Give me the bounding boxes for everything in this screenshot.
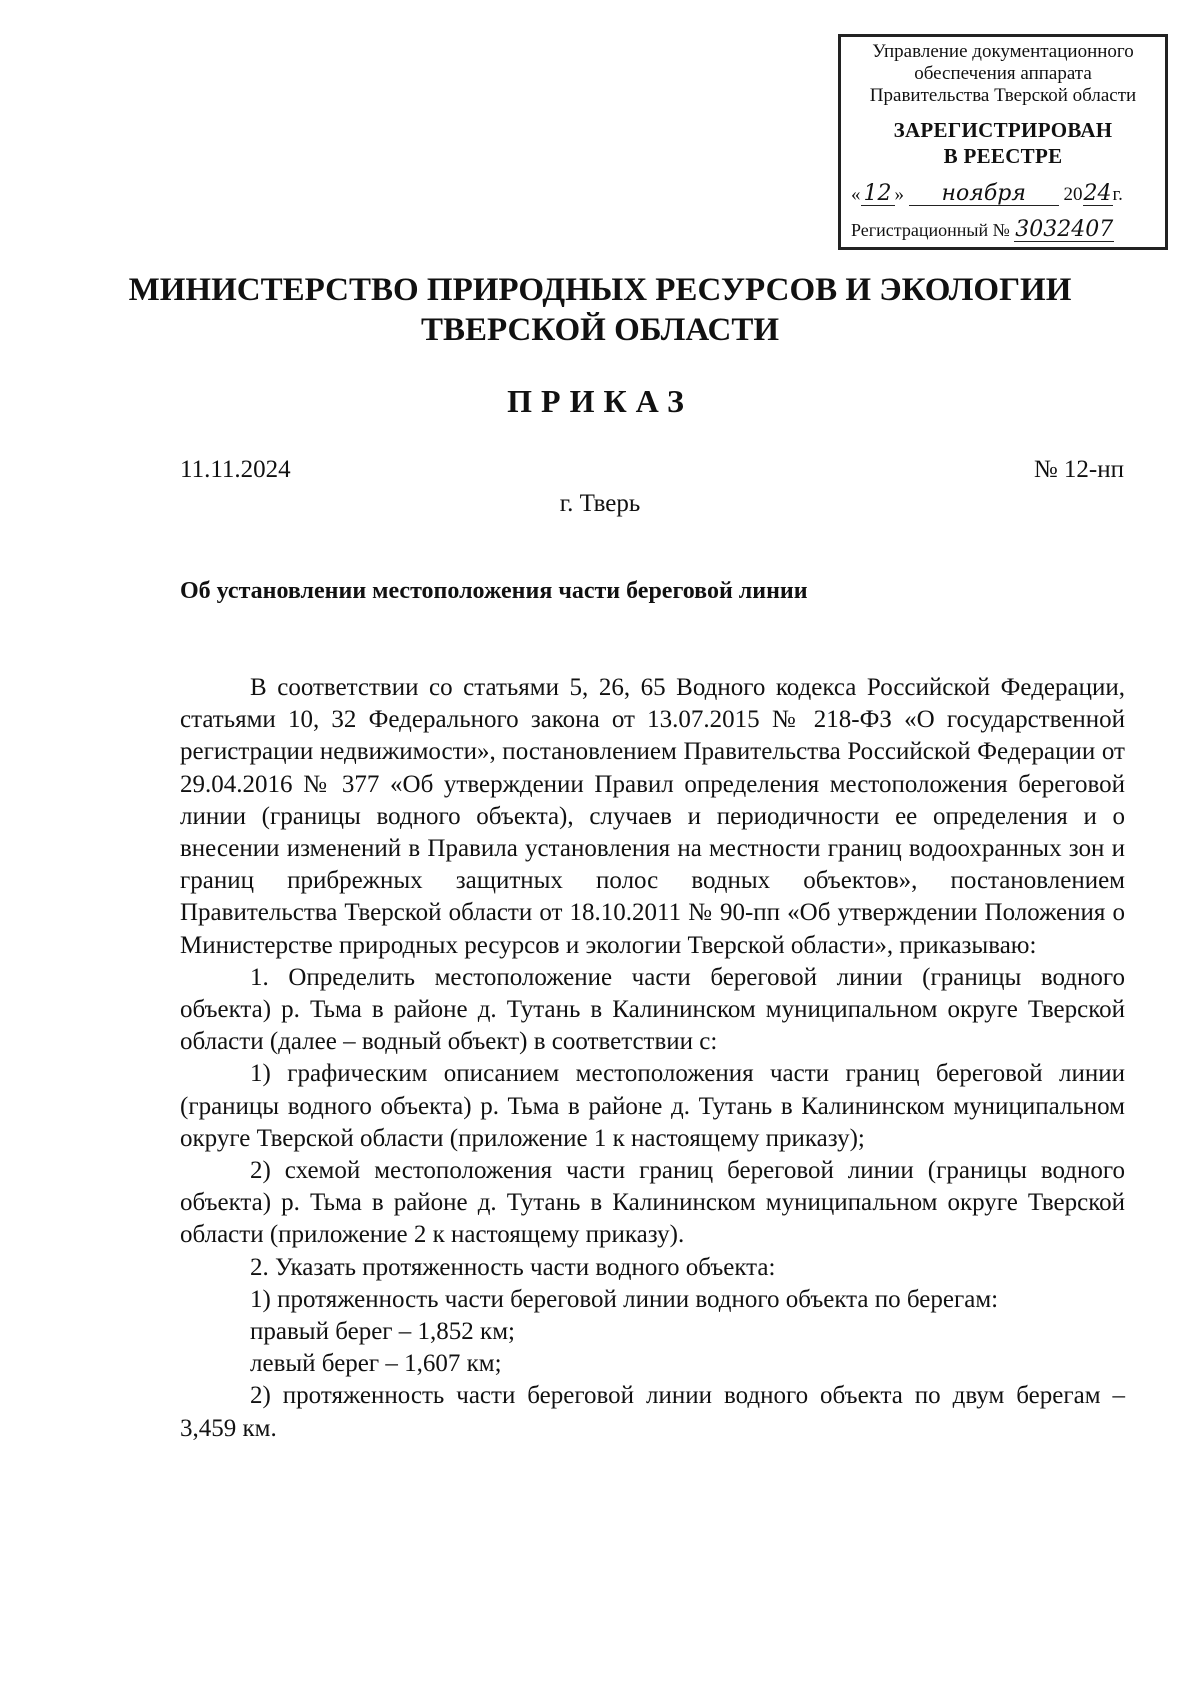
stamp-department bbox=[841, 41, 1165, 107]
stamp-reg-number: 3032407 bbox=[1015, 217, 1114, 242]
stamp-status-line: ЗАРЕГИСТРИРОВАН bbox=[893, 118, 1113, 142]
stamp-month: ноября bbox=[909, 183, 1059, 206]
stamp-date-row bbox=[851, 183, 1159, 206]
stamp-year-prefix: 20 bbox=[1063, 184, 1083, 205]
ministry-line: МИНИСТЕРСТВО ПРИРОДНЫХ РЕСУРСОВ И ЭКОЛОГИИ bbox=[128, 272, 1072, 308]
body-paragraph: 1. Определить местоположение части береговой линии (границы водного объекта) р. Тьма в районе д. Тутань в Калининском муниципальном округе Тверской области (далее – водный объект) в соответствии с: bbox=[180, 963, 1125, 1056]
body-paragraph: левый берег – 1,607 км; bbox=[250, 1350, 502, 1378]
registration-stamp bbox=[838, 34, 1168, 250]
ministry-name bbox=[100, 270, 1100, 350]
document-type-title: ПРИКАЗ bbox=[507, 383, 693, 419]
body-paragraph: 1) протяженность части береговой линии водного объекта по берегам: bbox=[250, 1285, 999, 1313]
stamp-dept-line: обеспечения аппарата bbox=[914, 63, 1092, 84]
body-paragraph: 2) схемой местоположения части границ береговой линии (границы водного объекта) р. Тьма в районе д. Тутань в Калининском муниципальном округе Тверской области (приложение 2 к настоящему приказу). bbox=[180, 1157, 1125, 1249]
document-subject: Об установлении местоположения части береговой линии bbox=[180, 578, 808, 604]
document-city: г. Тверь bbox=[559, 490, 641, 517]
document-number: № 12-нп bbox=[1033, 456, 1124, 483]
body-paragraph: 2) протяженность части береговой линии водного объекта по двум берегам – 3,459 км. bbox=[180, 1382, 1125, 1442]
stamp-year-unit: г. bbox=[1112, 184, 1123, 205]
stamp-year-suffix: 24 bbox=[1083, 181, 1112, 206]
body-paragraph: 2. Указать протяженность части водного объекта: bbox=[250, 1253, 776, 1281]
body-paragraph: В соответствии со статьями 5, 26, 65 Водного кодекса Российской Федерации, статьями 10, 32 Федерального закона от 13.07.2015 № 218-ФЗ «О государственной регистрации недвижимости», постановлением Правительства Российской Федерации от 29.04.2016 № 377 «Об утверждении Правил определения местоположения береговой линии (границы водного объекта), случаев и периодичности ее определения и о внесении изменений в Правила установления на местности границ водоохранных зон и границ прибрежных защитных полос водных объектов», постановлением Правительства Тверской области от 18.10.2011 № 90-пп «Об утверждении Положения о Министерстве природных ресурсов и экологии Тверской области», приказываю: bbox=[180, 674, 1125, 959]
stamp-quote-open: « bbox=[851, 184, 861, 205]
stamp-reg-label: Регистрационный № bbox=[851, 220, 1010, 240]
stamp-status-line: В РЕЕСТРЕ bbox=[943, 144, 1063, 168]
body-paragraph: 1) графическим описанием местоположения части границ береговой линии (границы водного объекта) р. Тьма в районе д. Тутань в Калининском муниципальном округе Тверской области (приложение 1 к настоящему приказу); bbox=[180, 1060, 1125, 1152]
stamp-registration-row bbox=[851, 219, 1159, 242]
ministry-line: ТВЕРСКОЙ ОБЛАСТИ bbox=[420, 312, 780, 348]
stamp-day: 12 bbox=[861, 183, 895, 206]
stamp-dept-line: Правительства Тверской области bbox=[869, 85, 1137, 106]
body-paragraph: правый берег – 1,852 км; bbox=[250, 1318, 515, 1346]
document-date: 11.11.2024 bbox=[180, 456, 291, 483]
stamp-quote-close: » bbox=[894, 184, 904, 205]
stamp-dept-line: Управление документационного bbox=[872, 41, 1134, 62]
stamp-status bbox=[841, 117, 1165, 169]
document-body bbox=[180, 672, 1125, 1445]
